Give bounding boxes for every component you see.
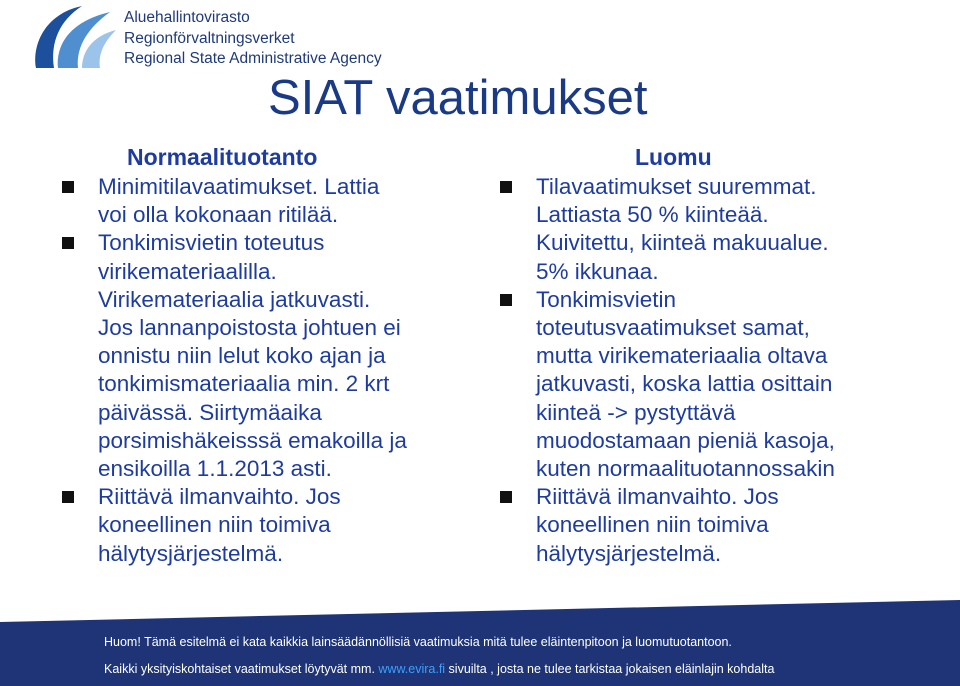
bullet-line: Tonkimisvietin toteutus [98,230,325,256]
agency-name-fi: Aluehallintovirasto [124,9,250,26]
bullet-line: Virikemateriaalia jatkuvasti. [98,286,371,312]
bullet-line: virikemateriaalilla. [98,258,277,284]
bullet-line: onnistu niin lelut koko ajan ja [98,343,386,369]
square-bullet-icon [62,181,74,193]
bullet-line: Riittävä ilmanvaihto. Jos [536,484,779,510]
evira-link[interactable]: www.evira.fi [378,662,446,676]
footer-detail [104,662,774,676]
left-column-heading: Normaalituotanto [127,144,318,170]
bullet-line: ensikoilla 1.1.2013 asti. [98,456,332,482]
bullet-line: päivässä. Siirtymäaika [98,399,322,425]
square-bullet-icon [500,181,512,193]
square-bullet-icon [62,237,74,249]
footer-detail-suffix: sivuilta , josta ne tulee tarkistaa jokaisen eläinlajin kohdalta [445,662,775,676]
bullet-line: koneellinen niin toimiva [98,512,331,538]
agency-logo-icon [30,2,118,72]
bullet-line: toteutusvaatimukset samat, [536,315,810,341]
bullet-line: porsimishäkeisssä emakoilla ja [98,427,407,453]
bullet-line: hälytysjärjestelmä. [536,540,722,566]
bullet-line: Riittävä ilmanvaihto. Jos [98,484,341,510]
footer-bar [0,600,960,686]
square-bullet-icon [62,491,74,503]
agency-name-en: Regional State Administrative Agency [124,50,382,67]
square-bullet-icon [500,294,512,306]
square-bullet-icon [500,491,512,503]
bullet-line: kiinteä -> pystyttävä [536,399,736,425]
bullet-line: mutta virikemateriaalia oltava [536,343,828,369]
bullet-line: jatkuvasti, koska lattia osittain [536,371,833,397]
footer-detail-prefix: Kaikki yksityiskohtaiset vaatimukset löytyvät mm. [104,662,379,676]
bullet-line: 5% ikkunaa. [536,258,659,284]
bullet-line: Lattiasta 50 % kiinteää. [536,202,769,228]
bullet-line: voi olla kokonaan ritilää. [98,202,339,228]
bullet-line: muodostamaan pieniä kasoja, [536,427,835,453]
left-column [60,143,480,568]
bullet-line: tonkimismateriaalia min. 2 krt [98,371,390,397]
bullet-line: hälytysjärjestelmä. [98,540,284,566]
bullet-line: Kuivitettu, kiinteä makuualue. [536,230,829,256]
bullet-line: kuten normaalituotannossakin [536,456,835,482]
right-column [498,143,938,568]
bullet-item [60,483,480,568]
left-bullet-list [60,173,480,568]
bullet-item [60,229,480,483]
bullet-item [498,286,938,483]
slide-title: SIAT vaatimukset [268,71,648,125]
footer-note: Huom! Tämä esitelmä ei kata kaikkia lainsäädännöllisiä vaatimuksia mitä tulee eläintenpitoon ja luomutuotantoon. [104,635,732,649]
right-column-heading: Luomu [635,144,712,170]
bullet-line: Minimitilavaatimukset. Lattia [98,174,380,199]
bullet-line: Tilavaatimukset suuremmat. [536,174,817,199]
bullet-line: Tonkimisvietin [536,286,677,312]
agency-name-sv: Regionförvaltningsverket [124,29,295,47]
bullet-item [498,483,938,568]
bullet-item [60,173,480,229]
bullet-line: koneellinen niin toimiva [536,512,769,538]
bullet-item [498,173,938,286]
agency-name [124,8,382,70]
right-bullet-list [498,173,938,568]
bullet-line: Jos lannanpoistosta johtuen ei [98,315,401,341]
